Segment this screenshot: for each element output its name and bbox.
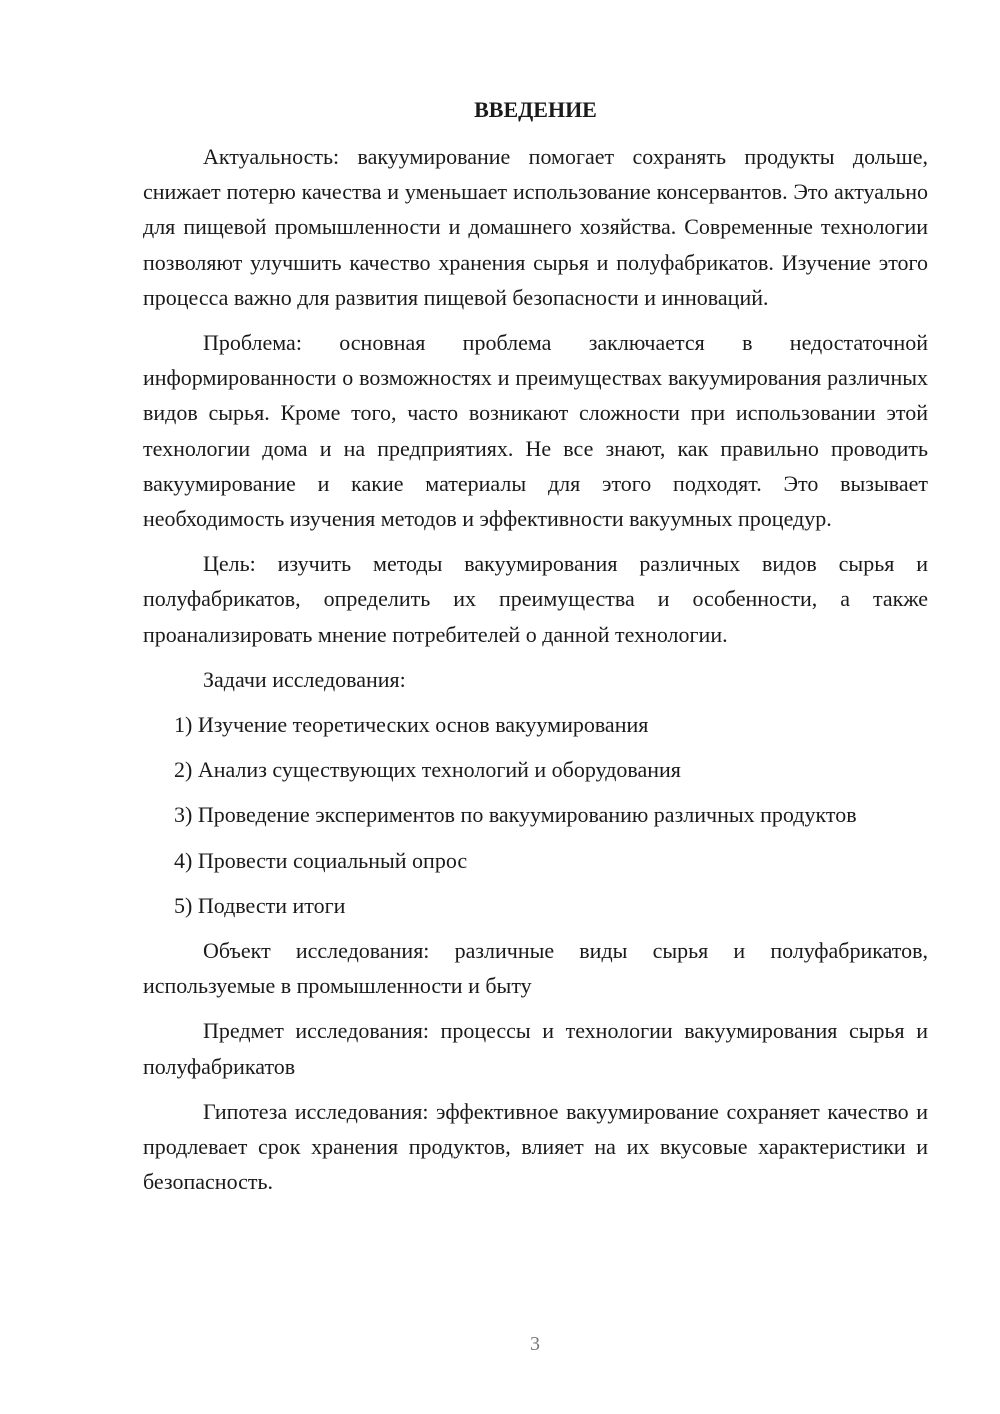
subject-paragraph: Предмет исследования: процессы и технологии вакуумирования сырья и полуфабрикатов <box>143 1018 928 1079</box>
tasks-title: Задачи исследования: <box>203 666 406 692</box>
list-item: 1) Изучение теоретических основ вакуумирования <box>174 712 649 738</box>
list-item: 4) Провести социальный опрос <box>174 847 468 873</box>
problem-paragraph: Проблема: основная проблема заключается в недостаточной информированности о возможностях и преимуществах вакуумирования различных видов сырья. Кроме того, часто возникают сложности при использовании этой технологии дома и на предприятиях. Не все знают, как правильно проводить вакуумирование и какие материалы для этого подходят. Это вызывает необходимость изучения методов и эффективности вакуумных процедур. <box>143 330 928 532</box>
list-item: 2) Анализ существующих технологий и оборудования <box>174 757 681 783</box>
hypothesis-paragraph: Гипотеза исследования: эффективное вакуумирование сохраняет качество и продлевает срок хранения продуктов, влияет на их вкусовые характеристики и безопасность. <box>143 1098 928 1195</box>
list-item: 3) Проведение экспериментов по вакуумированию различных продуктов <box>174 802 857 828</box>
goal-paragraph: Цель: изучить методы вакуумирования различных видов сырья и полуфабрикатов, определить их преимущества и особенности, а также проанализировать мнение потребителей о данной технологии. <box>143 551 928 647</box>
section-heading: ВВЕДЕНИЕ <box>474 97 597 122</box>
relevance-paragraph: Актуальность: вакуумирование помогает сохранять продукты дольше, снижает потерю качества и уменьшает использование консервантов. Это актуально для пищевой промышленности и домашнего хозяйства. Современные технологии позволяют улучшить качество хранения сырья и полуфабрикатов. Изучение этого процесса важно для развития пищевой безопасности и инноваций. <box>143 144 928 310</box>
tasks-list <box>143 707 928 923</box>
list-item: 5) Подвести итоги <box>174 892 346 918</box>
document-page <box>143 92 928 1199</box>
page-number: 3 <box>530 1333 540 1355</box>
object-paragraph: Объект исследования: различные виды сырья и полуфабрикатов, используемые в промышленности и быту <box>143 938 928 999</box>
